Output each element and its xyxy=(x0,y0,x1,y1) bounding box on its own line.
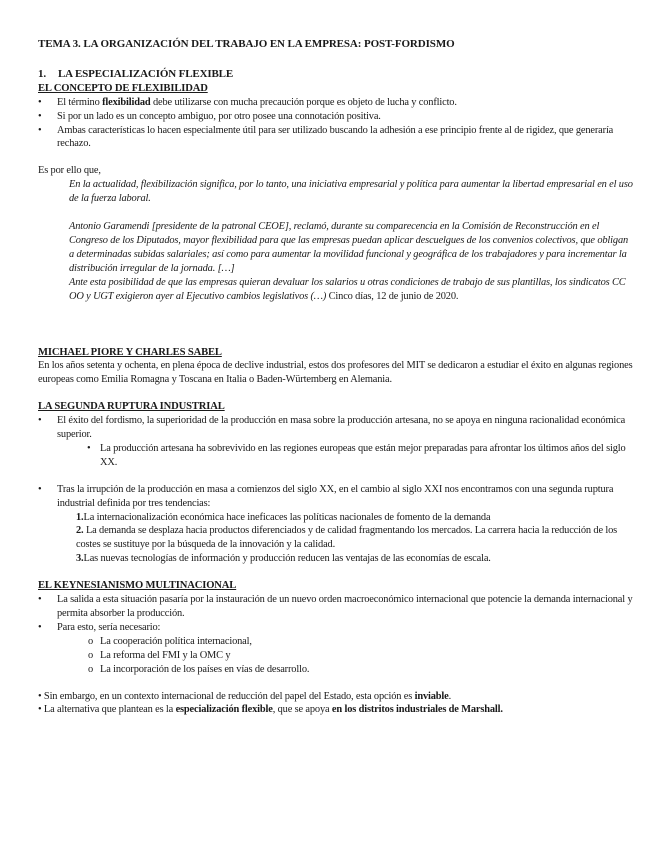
tendencia-text: La internacionalización económica hace ineficaces las políticas nacionales de fomento de la demanda xyxy=(83,511,491,523)
spacer xyxy=(38,304,633,346)
spacer xyxy=(38,470,633,483)
text-run: , que se apoya xyxy=(272,704,332,716)
section-number: 1. xyxy=(38,67,46,80)
list-item: o La incorporación de los países en vías de desarrollo. xyxy=(88,663,633,677)
section-heading-text: LA ESPECIALIZACIÓN FLEXIBLE xyxy=(58,67,234,80)
list-item xyxy=(38,96,633,110)
tendencia-3 xyxy=(76,552,633,566)
text-run: • Sin embargo, en un contexto internacional de reducción del papel del Estado, esta opción es xyxy=(38,690,415,702)
bold-term-flexibilidad: flexibilidad xyxy=(102,96,151,108)
tendencia-text: Las nuevas tecnologías de información y producción reducen las ventajas de las economías de escala. xyxy=(83,553,491,565)
section-heading-especializacion xyxy=(38,68,633,82)
spacer xyxy=(38,387,633,400)
spacer xyxy=(38,206,633,220)
bullet-list-tendencias xyxy=(38,483,633,511)
tendencia-text: La demanda se desplaza hacia productos diferenciados y de calidad fragmentando los mercados. La carrera hacia la reducción de los costes se sustituye por la búsqueda de la innovación y la calidad. xyxy=(76,525,618,551)
quote-sindicatos xyxy=(69,276,633,304)
quote-intro: Es por ello que, xyxy=(38,165,101,177)
page-title: TEMA 3. LA ORGANIZACIÓN DEL TRABAJO EN LA EMPRESA: POST-FORDISMO xyxy=(38,38,455,50)
text-run: El término xyxy=(57,96,103,108)
bullet-list-ruptura xyxy=(38,414,633,442)
tendencia-2 xyxy=(76,524,633,552)
tendencia-number: 3. xyxy=(76,553,84,565)
list-item: • Para esto, sería necesario: xyxy=(38,621,633,635)
bullet-list-flexibilidad xyxy=(38,96,633,152)
heading-keynesianismo: EL KEYNESIANISMO MULTINACIONAL xyxy=(38,580,237,592)
final-note-alternativa xyxy=(38,703,633,717)
spacer xyxy=(38,677,633,690)
subheading-concepto: EL CONCEPTO DE FLEXIBILIDAD xyxy=(38,82,208,94)
spacer xyxy=(38,566,633,579)
quote-source: Cinco días, 12 de junio de 2020. xyxy=(326,290,459,302)
circle-list-necesario xyxy=(88,635,633,677)
tendencia-number: 2. xyxy=(76,525,84,537)
list-item: • La producción artesana ha sobrevivido en las regiones europeas que están mejor preparadas para afrontar los últimos años del siglo XX. xyxy=(87,442,633,470)
bold-term-distritos: en los distritos industriales de Marshall. xyxy=(331,704,503,716)
sub-bullet-list xyxy=(87,442,633,470)
quote-flexibilizacion: En la actualidad, flexibilización significa, por lo tanto, una iniciativa empresarial y política para aumentar la libertad empresarial en el uso de la fuerza laboral. xyxy=(69,179,633,205)
list-item: • Ambas características lo hacen especialmente útil para ser utilizado buscando la adhesión a ese principio frente al de rigidez, que generaría rechazo. xyxy=(38,124,633,152)
quote-garamendi: Antonio Garamendi [presidente de la patronal CEOE], reclamó, durante su comparecencia en la Comisión de Reconstrucción en el Congreso de los Diputados, mayor flexibilidad para que las empresas puedan aplicar descuelgues de los convenios colectivos, que obligan a determinadas subidas salariales; así como para aumentar la movilidad funcional y geográfica de los trabajadores y para incrementar la distribución irregular de la jornada. […] xyxy=(69,221,629,274)
text-run: . xyxy=(448,690,452,702)
tendencia-number: 1. xyxy=(76,511,84,523)
quote-text: Ante esta posibilidad de que las empresas quieran devaluar los salarios u otras condiciones de trabajo de sus plantillas, los sindicatos CC OO y UGT exigieron ayer al Ejecutivo cambios legislativos (…) xyxy=(69,276,626,302)
bullet-list-keynesianismo xyxy=(38,593,633,635)
spacer xyxy=(38,151,633,164)
list-item: • Tras la irrupción de la producción en masa a comienzos del siglo XX, en el cambio al siglo XXI nos encontramos con una segunda ruptura industrial definida por tres tendencias: xyxy=(38,483,633,511)
text-run: • La alternativa que plantean es la xyxy=(38,704,176,716)
final-note-inviable xyxy=(38,690,633,704)
list-item: o La cooperación política internacional, xyxy=(88,635,633,649)
paragraph-piore-sabel: En los años setenta y ochenta, en plena época de declive industrial, estos dos profesores del MIT se dedicaron a estudiar el éxito en algunas regiones europeas como Emilia Romagna y Toscana en Italia o Baden-Würtemberg en Alemania. xyxy=(38,360,633,386)
tendencia-1 xyxy=(76,511,633,525)
bold-term-especializacion: especialización flexible xyxy=(175,704,273,716)
list-item: o La reforma del FMI y la OMC y xyxy=(88,649,633,663)
bold-term-inviable: inviable xyxy=(414,690,449,702)
list-item: • Si por un lado es un concepto ambiguo, por otro posee una connotación positiva. xyxy=(38,110,633,124)
heading-segunda-ruptura: LA SEGUNDA RUPTURA INDUSTRIAL xyxy=(38,401,225,413)
text-run: debe utilizarse con mucha precaución porque es objeto de lucha y conflicto. xyxy=(150,96,457,108)
list-item: • La salida a esta situación pasaría por la instauración de un nuevo orden macroeconómico internacional que potencie la demanda internacional y permita absorber la producción. xyxy=(38,593,633,621)
heading-piore-sabel: MICHAEL PIORE Y CHARLES SABEL xyxy=(38,346,222,358)
list-item: • El éxito del fordismo, la superioridad de la producción en masa sobre la producción artesana, no se apoya en ninguna racionalidad económica superior. xyxy=(38,414,633,442)
